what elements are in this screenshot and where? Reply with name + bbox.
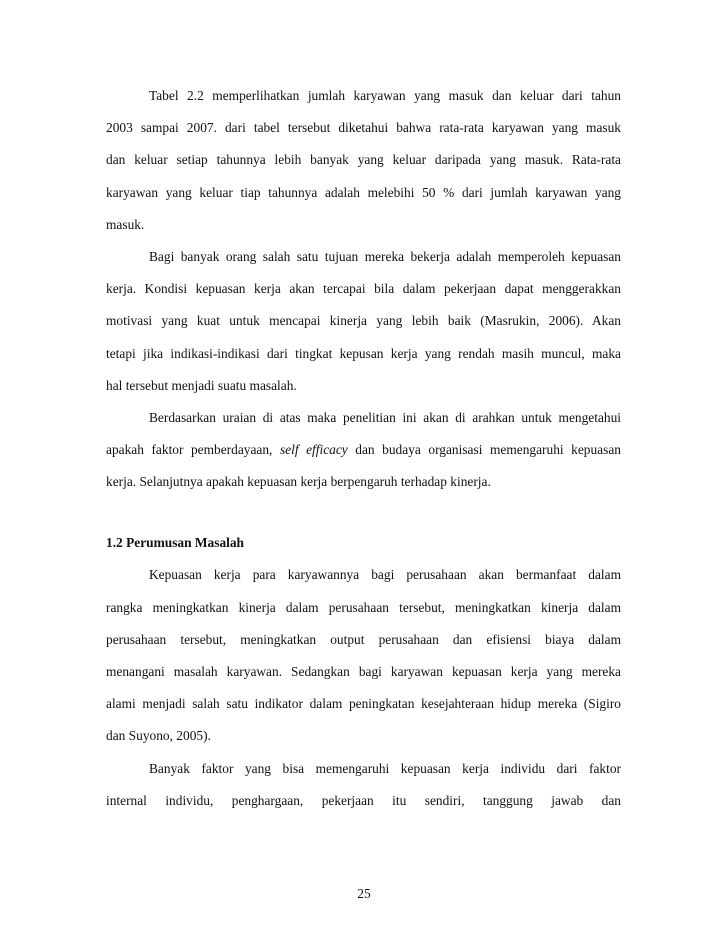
text-line: Banyak faktor yang bisa memengaruhi kepuasan kerja individu dari faktor bbox=[149, 760, 621, 776]
text-line: tetapi jika indikasi-indikasi dari tingkat kepusan kerja yang rendah masih muncul, maka bbox=[106, 345, 621, 361]
section-heading: 1.2 Perumusan Masalah bbox=[106, 535, 245, 551]
text-line: Tabel 2.2 memperlihatkan jumlah karyawan yang masuk dan keluar dari tahun bbox=[149, 88, 621, 103]
document-page bbox=[106, 84, 621, 821]
text-line: 2003 sampai 2007. dari tabel tersebut diketahui bahwa rata-rata karyawan yang masuk bbox=[106, 120, 621, 136]
text-line: kerja. Selanjutnya apakah kepuasan kerja berpengaruh terhadap kinerja. bbox=[106, 474, 491, 490]
text-segment: dan budaya organisasi memengaruhi kepuasan bbox=[347, 442, 621, 458]
italic-term: self efficacy bbox=[279, 442, 348, 458]
text-line: Berdasarkan uraian di atas maka penelitian ini akan di arahkan untuk mengetahui bbox=[149, 409, 621, 425]
paragraph bbox=[106, 84, 621, 245]
paragraph bbox=[106, 406, 621, 503]
text-line: internal individu, penghargaan, pekerjaan itu sendiri, tanggung jawab dan bbox=[106, 792, 621, 808]
text-line: rangka meningkatkan kinerja dalam perusahaan tersebut, meningkatkan kinerja dalam bbox=[106, 599, 621, 615]
section-spacer bbox=[106, 502, 621, 531]
text-line: Bagi banyak orang salah satu tujuan mereka bekerja adalah memperoleh kepuasan bbox=[149, 248, 621, 264]
text-segment: apakah faktor pemberdayaan, bbox=[106, 442, 280, 458]
text-line: hal tersebut menjadi suatu masalah. bbox=[106, 377, 297, 393]
text-line: perusahaan tersebut, meningkatkan output perusahaan dan efisiensi biaya dalam bbox=[106, 631, 621, 647]
paragraph bbox=[106, 757, 621, 821]
text-line: Kepuasan kerja para karyawannya bagi perusahaan akan bermanfaat dalam bbox=[149, 567, 621, 583]
text-line: kerja. Kondisi kepuasan kerja akan tercapai bila dalam pekerjaan dapat menggerakkan bbox=[106, 281, 621, 297]
paragraph bbox=[106, 245, 621, 406]
text-line: dan keluar setiap tahunnya lebih banyak yang keluar daripada yang masuk. Rata-rata bbox=[106, 152, 621, 168]
text-line bbox=[106, 438, 621, 470]
text-line: alami menjadi salah satu indikator dalam peningkatan kesejahteraan hidup mereka (Sigiro bbox=[106, 696, 621, 712]
text-line: karyawan yang keluar tiap tahunnya adalah melebihi 50 % dari jumlah karyawan yang bbox=[106, 184, 621, 200]
paragraph bbox=[106, 563, 621, 756]
text-line: menangani masalah karyawan. Sedangkan bagi karyawan kepuasan kerja yang mereka bbox=[106, 664, 621, 679]
text-line: motivasi yang kuat untuk mencapai kinerja yang lebih baik (Masrukin, 2006). Akan bbox=[106, 313, 621, 329]
text-line: masuk. bbox=[106, 216, 145, 232]
page-number: 25 bbox=[357, 886, 371, 901]
text-line: dan Suyono, 2005). bbox=[106, 728, 211, 744]
